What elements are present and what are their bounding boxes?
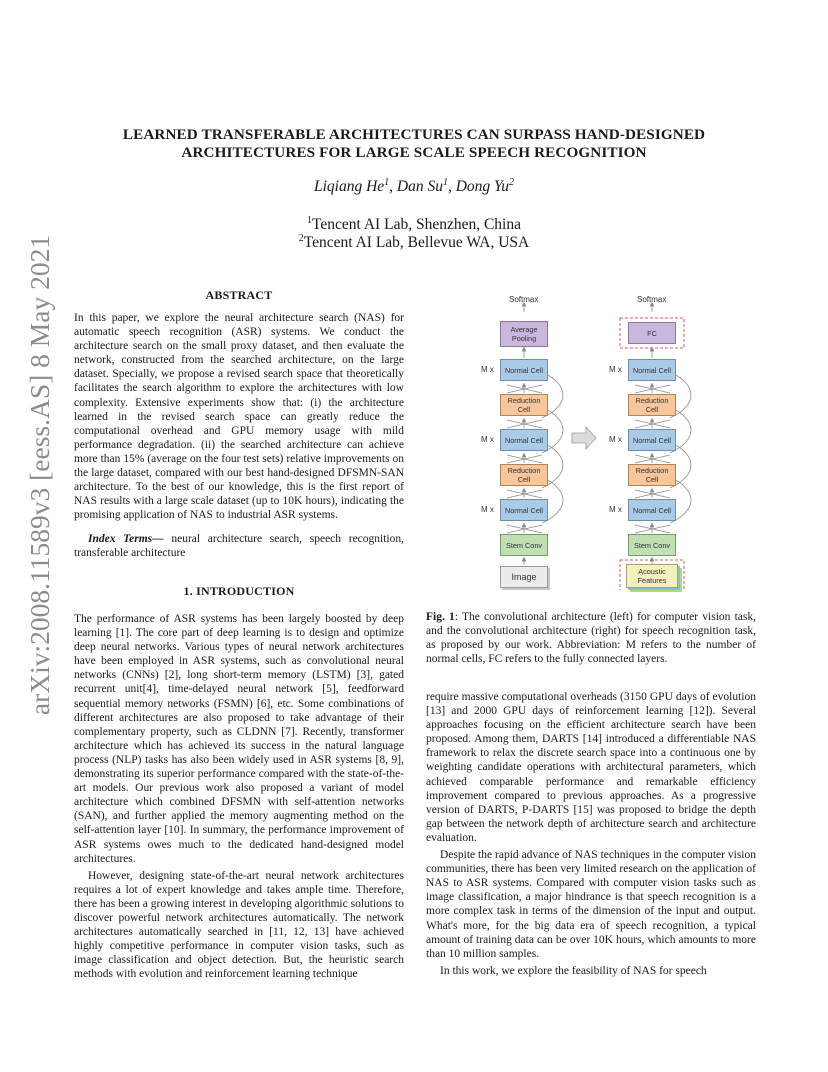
author-affil-mark: 1 bbox=[442, 177, 448, 188]
repeat-label: M x bbox=[481, 435, 494, 444]
normal-cell-box: Normal Cell bbox=[500, 359, 548, 381]
affiliation-text: Tencent AI Lab, Shenzhen, China bbox=[312, 216, 521, 234]
abstract-heading: ABSTRACT bbox=[205, 288, 273, 302]
stem-conv-box: Stem Conv bbox=[628, 534, 676, 556]
affiliation-1 bbox=[80, 215, 748, 234]
softmax-label-right: Softmax bbox=[637, 295, 667, 304]
right-column-body bbox=[426, 690, 756, 978]
figure-1-architecture-diagram bbox=[462, 290, 784, 590]
normal-cell-box: Normal Cell bbox=[500, 499, 548, 521]
author-name: Dong Yu bbox=[455, 178, 510, 196]
softmax-label-left: Softmax bbox=[509, 295, 539, 304]
right-paragraph-1: require massive computational overheads (3150 GPU days of evolution [13] and 2000 GPU days of reinforcement learning [12]). Several approaches focusing on the efficient architecture search have been proposed. Among them, DARTS [14] introduced a differentiable NAS framework to relax the discrete search space into a continuous one by weighting candidate operations with architectural parameters, which achieved comparable performance and remarkable efficiency improvement compared to previous approaches. As a progressive version of DARTS, P-DARTS [15] was proposed to bridge the depth gap between the network depth of architecture search and architecture evaluation. bbox=[426, 691, 756, 844]
reduction-cell-box: Reduction Cell bbox=[628, 394, 676, 416]
repeat-label: M x bbox=[609, 365, 622, 374]
right-paragraph-2: Despite the rapid advance of NAS techniques in the computer vision communities, there has been very limited research on the application of NAS to ASR systems. Compared with computer vision tasks such as image classification, a major hindrance is that speech recognition is a more complex task in terms of the dimension of the input and output. What's more, for the big data era of speech recognition, a typical amount of training data can be over 10K hours, which amounts to more than 10 million samples. bbox=[426, 849, 756, 960]
repeat-label: M x bbox=[481, 505, 494, 514]
abstract-body bbox=[74, 311, 404, 522]
repeat-label: M x bbox=[481, 365, 494, 374]
affiliation-mark: 2 bbox=[298, 233, 304, 244]
intro-paragraph-2: However, designing state-of-the-art neural network architectures requires a lot of expert knowledge and takes ample time. Therefore, there has been a growing interest in developing algorithmic solutions to discover powerful network architectures automatically. The network architectures automatically searched in [11, 12, 13] have achieved highly competitive performance in computer vision tasks, such as image classification and object detection. But, the heuristic search methods with evolution and reinforcement learning technique bbox=[74, 869, 404, 981]
average-pooling-box: Average Pooling bbox=[500, 321, 548, 347]
image-input-box: Image bbox=[500, 566, 548, 588]
reduction-cell-box: Reduction Cell bbox=[500, 464, 548, 486]
title-line-1: LEARNED TRANSFERABLE ARCHITECTURES CAN SURPASS HAND-DESIGNED bbox=[122, 126, 706, 143]
author-affil-mark: 2 bbox=[509, 177, 515, 188]
index-terms bbox=[74, 532, 404, 560]
title-line-2: ARCHITECTURES FOR LARGE SCALE SPEECH RECOGNITION bbox=[181, 144, 647, 161]
figure-1-caption bbox=[426, 610, 756, 666]
caption-text: : The convolutional architecture (left) for computer vision task, and the convolutional architecture (right) for speech recognition task, as proposed by our work. Abbreviation: M refers to the number of normal cells, FC refers to the fully connected layers. bbox=[426, 611, 756, 666]
author-affil-mark: 1 bbox=[384, 177, 390, 188]
author-list: Liqiang He$^1$, Dan Su$^1$, Dong Yu$^2$ bbox=[313, 177, 515, 196]
index-terms-text: neural architecture search, speech recognition, transferable architecture bbox=[74, 533, 404, 560]
paper-title bbox=[80, 126, 748, 162]
normal-cell-box: Normal Cell bbox=[500, 429, 548, 451]
affiliation-text: Tencent AI Lab, Bellevue WA, USA bbox=[303, 234, 530, 252]
affiliation-2 bbox=[80, 233, 748, 252]
arxiv-identifier bbox=[22, 234, 58, 716]
stem-conv-box: Stem Conv bbox=[500, 534, 548, 556]
introduction-body bbox=[74, 612, 404, 981]
normal-cell-box: Normal Cell bbox=[628, 499, 676, 521]
normal-cell-box: Normal Cell bbox=[628, 359, 676, 381]
author-name: Liqiang He bbox=[313, 178, 385, 196]
affiliation-mark: 1 bbox=[307, 215, 313, 226]
caption-label: Fig. 1 bbox=[426, 611, 455, 623]
introduction-heading: 1. INTRODUCTION bbox=[183, 584, 295, 598]
reduction-cell-box: Reduction Cell bbox=[500, 394, 548, 416]
right-paragraph-3: In this work, we explore the feasibility of NAS for speech bbox=[440, 964, 707, 977]
author-name: Dan Su bbox=[396, 178, 443, 196]
fc-box: FC bbox=[628, 322, 676, 344]
arxiv-identifier-text: arXiv:2008.11589v3 [eess.AS] 8 May 2021 bbox=[24, 234, 55, 716]
repeat-label: M x bbox=[609, 435, 622, 444]
index-terms-label: Index Terms— bbox=[88, 533, 164, 545]
abstract-text: In this paper, we explore the neural architecture search (NAS) for automatic speech recognition (ASR) systems. We conduct the architecture search on the small proxy dataset, and then evaluate the network, constructed from the searched architecture, on the large dataset. Specially, we propose a revised search space that theoretically facilitates the search algorithm to explore the architectures with low complexity. Extensive experiments show that: (i) the architecture learned in the revised search space can greatly reduce the computational overhead and GPU memory usage with mild performance degradation. (ii) the searched architecture can achieve more than 15% (average on the four test sets) relative improvements on the large dataset, compared with our best hand-designed DFSMN-SAN architecture. To the best of our knowledge, this is the first report of NAS results with a large scale dataset (up to 10K hours), indicating the promising application of NAS to industrial ASR systems. bbox=[74, 312, 404, 522]
acoustic-features-box: Acoustic Features bbox=[626, 564, 678, 588]
reduction-cell-box: Reduction Cell bbox=[628, 464, 676, 486]
intro-paragraph-1: The performance of ASR systems has been largely boosted by deep learning [1]. The core part of deep learning is to design and optimize deep neural networks. Various types of neural network architectures have been employed in ASR systems, such as convolutional neural networks (CNNs) [2], long short-term memory (LSTM) [3], gated recurrent unit[4], time-delayed neural network [5], feedforward sequential memory networks (FSMN) [6], etc. Some combinations of different architectures are also proposed to take advantage of their complementary property, such as CLDNN [7]. Recently, transformer architecture which has achieved its success in the natural language process (NLP) tasks has also been widely used in ASR systems [8, 9], demonstrating its superior performance compared with the state-of-the-art models. Our previous work also proposed a variant of model architecture which combined DFSMN with self-attention networks (SAN), and further applied the memory augmenting method on the self-attention layer [10]. In summary, the performance improvement of ASR systems owes much to the dedicated hand-designed model architectures. bbox=[74, 613, 404, 865]
repeat-label: M x bbox=[609, 505, 622, 514]
normal-cell-box: Normal Cell bbox=[628, 429, 676, 451]
